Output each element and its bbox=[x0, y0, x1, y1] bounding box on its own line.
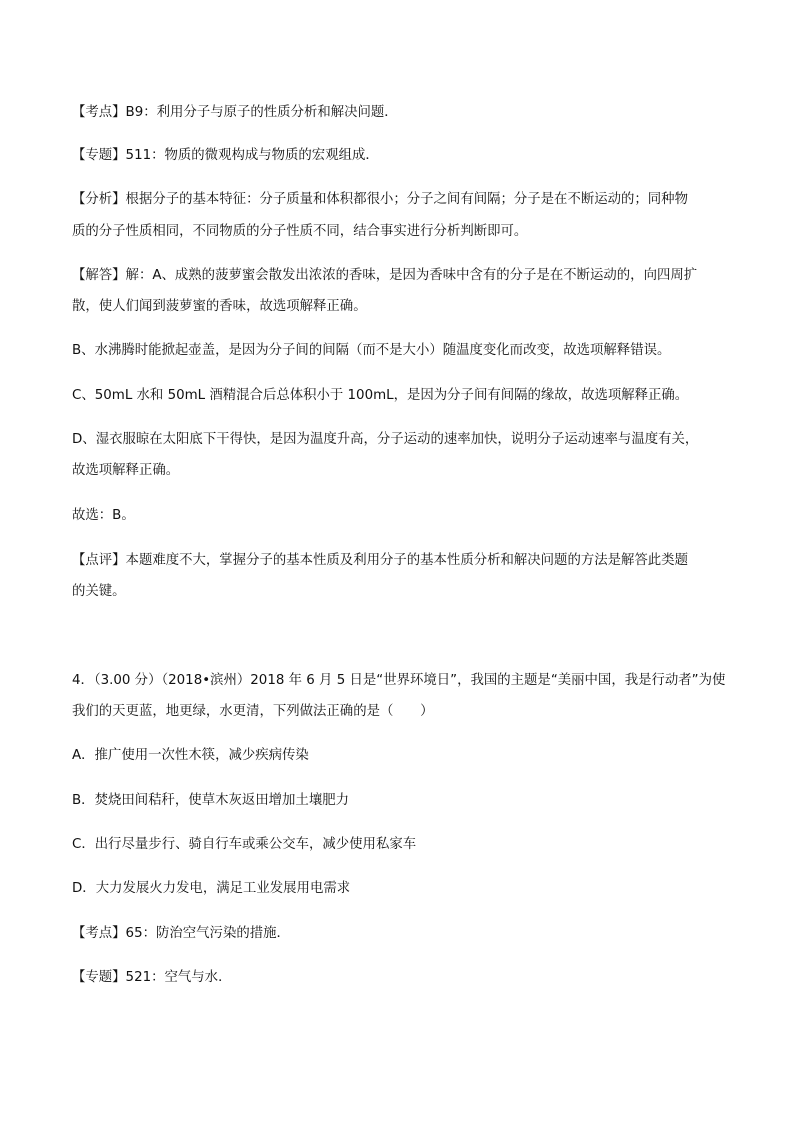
topic-line-1: 【专题】511：物质的微观构成与物质的宏观组成． bbox=[72, 148, 379, 163]
answer-line-1: 【解答】解：A、成熟的菠萝蜜会散发出浓浓的香味，是因为香味中含有的分子是在不断运动的，向四周扩 bbox=[72, 268, 698, 283]
question-4-option-c: C．出行尽量步行、骑自行车或乘公交车，减少使用私家车 bbox=[72, 837, 417, 852]
question-4-option-b: B．焚烧田间秸秆，使草木灰返田增加土壤肥力 bbox=[72, 793, 349, 808]
topic-line-2: 【专题】521：空气与水． bbox=[72, 970, 232, 985]
analysis-line-2: 质的分子性质相同，不同物质的分子性质不同，结合事实进行分析判断即可。 bbox=[72, 224, 528, 239]
question-4-line-1: 4．（3.00 分）（2018•滨州）2018 年 6 月 5 日是“世界环境日”，我国的主题是“美丽中国，我是行动者”为使 bbox=[72, 673, 726, 688]
answer-option-d-line-2: 故选项解释正确。 bbox=[72, 463, 180, 478]
analysis-line-1: 【分析】根据分子的基本特征：分子质量和体积都很小；分子之间有间隔；分子是在不断运动的；同种物 bbox=[72, 192, 688, 207]
question-4-option-d: D．大力发展火力发电，满足工业发展用电需求 bbox=[72, 881, 351, 896]
knowledge-point-line-2: 【考点】65：防治空气污染的措施． bbox=[72, 926, 290, 941]
comment-line-1: 【点评】本题难度不大，掌握分子的基本性质及利用分子的基本性质分析和解决问题的方法是解答此类题 bbox=[72, 553, 688, 568]
question-4-line-2: 我们的天更蓝，地更绿，水更清，下列做法正确的是（ ） bbox=[72, 704, 434, 719]
comment-line-2: 的关键。 bbox=[72, 584, 126, 599]
answer-option-c: C、50mL 水和 50mL 酒精混合后总体积小于 100mL，是因为分子间有间隔的缘故，故选项解释正确。 bbox=[72, 388, 689, 403]
answer-option-d-line-1: D、湿衣服晾在太阳底下干得快，是因为温度升高，分子运动的速率加快，说明分子运动速率与温度有关， bbox=[72, 432, 699, 447]
answer-option-b: B、水沸腾时能掀起壶盖，是因为分子间的间隔（而不是大小）随温度变化而改变，故选项解释错误。 bbox=[72, 343, 671, 358]
knowledge-point-line-1: 【考点】B9：利用分子与原子的性质分析和解决问题． bbox=[72, 105, 398, 120]
selected-answer: 故选：B。 bbox=[72, 508, 135, 523]
answer-line-2: 散，使人们闻到菠萝蜜的香味，故选项解释正确。 bbox=[72, 299, 367, 314]
question-4-option-a: A．推广使用一次性木筷，减少疾病传染 bbox=[72, 748, 309, 763]
